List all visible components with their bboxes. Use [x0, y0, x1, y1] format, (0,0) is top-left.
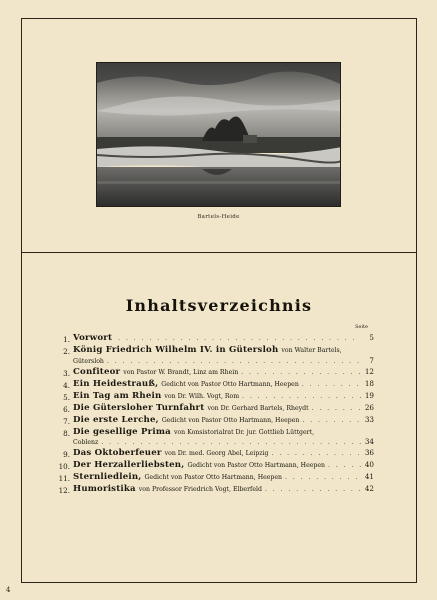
entry-number: 2.	[63, 347, 70, 356]
entry-page: 42	[364, 484, 374, 493]
entry-subtitle: von Konsistorialrat Dr. jur. Gottlieb Lüttgert,	[173, 428, 315, 436]
leader-dots	[328, 462, 361, 469]
entry-subtitle-cont: Gütersloh	[73, 357, 104, 365]
entry-number: 6.	[63, 404, 70, 414]
entry-title: Ein Heidestrauß,	[73, 378, 159, 389]
entry-subtitle: von Dr. Gerhard Bartels, Rheydt	[207, 404, 309, 412]
toc-entry	[58, 333, 374, 345]
section-divider	[21, 252, 417, 253]
entry-title: Vorwort	[73, 333, 113, 343]
toc-entry	[58, 379, 374, 391]
entry-title: Die Gütersloher Turnfahrt	[73, 402, 205, 413]
entry-subtitle: Gedicht von Pastor Otto Hartmann, Heepen	[187, 462, 326, 469]
entry-title: Der Herzallerliebsten,	[73, 460, 185, 470]
toc-entry	[58, 345, 374, 367]
entry-number: 11.	[58, 474, 70, 483]
entry-subtitle: Gedicht von Pastor Otto Hartmann, Heepen	[161, 380, 299, 388]
entry-page: 33	[364, 414, 374, 424]
entry-page: 34	[364, 437, 374, 446]
toc-entry	[58, 367, 374, 379]
landscape-photo	[96, 62, 341, 207]
entry-number: 5.	[63, 392, 70, 402]
leader-dots	[118, 335, 361, 342]
entry-number: 7.	[63, 416, 70, 426]
toc-entry	[58, 448, 374, 460]
entry-title: Ein Tag am Rhein	[73, 390, 162, 401]
entry-subtitle: Gedicht von Pastor Otto Hartmann, Heepen	[144, 474, 283, 481]
entry-number: 10.	[58, 462, 70, 471]
toc-entry	[58, 484, 374, 496]
entry-title: König Friedrich Wilhelm IV. in Gütersloh	[73, 345, 279, 355]
entry-title: Die erste Lerche,	[73, 414, 159, 425]
entry-number: 9.	[63, 450, 70, 459]
entry-page: 41	[364, 472, 374, 481]
entry-subtitle: Gedicht von Pastor Otto Hartmann, Heepen	[161, 416, 300, 424]
entry-title: Die gesellige Prima	[73, 426, 171, 437]
leader-dots	[265, 486, 361, 493]
toc-entry	[58, 460, 374, 472]
toc-entry	[58, 427, 374, 449]
entry-number: 12.	[58, 486, 70, 495]
entry-number: 8.	[63, 428, 70, 438]
entry-subtitle-cont: Coblenz	[73, 439, 99, 446]
entry-page: 36	[364, 448, 374, 457]
entry-page: 5	[369, 333, 374, 342]
page-number: 4	[6, 586, 11, 594]
toc-entry	[58, 391, 374, 403]
toc-title: Inhaltsverzeichnis	[125, 296, 313, 315]
entry-page: 12	[364, 366, 374, 376]
entry-page: 19	[364, 390, 374, 400]
entry-number: 1.	[63, 335, 70, 344]
leader-dots	[107, 358, 361, 365]
toc-entry	[58, 472, 374, 484]
entry-page: 40	[364, 460, 374, 469]
leader-dots	[242, 393, 361, 400]
photo-caption: Bartels-Heide	[197, 214, 240, 220]
page-column-label: Seite	[355, 324, 368, 330]
entry-page: 18	[364, 378, 374, 388]
entry-title: Confiteor	[73, 366, 121, 377]
entry-title: Sternliedlein,	[73, 472, 142, 482]
entry-number: 4.	[63, 380, 70, 390]
entry-title: Humoristika	[73, 484, 136, 494]
leader-dots	[302, 417, 361, 424]
entry-page: 26	[364, 402, 374, 412]
entry-subtitle: von Dr. Wilh. Vogt, Rom	[164, 392, 240, 400]
table-of-contents	[58, 333, 374, 496]
entry-page: 7	[369, 355, 374, 365]
toc-entry	[58, 415, 374, 427]
entry-subtitle: von Professor Friedrich Vogt, Elberfeld	[138, 486, 262, 493]
entry-title: Das Oktoberfeuer	[73, 448, 162, 458]
leader-dots	[241, 369, 361, 376]
toc-entry	[58, 403, 374, 415]
entry-subtitle: von Dr. med. Georg Abel, Leipzig	[164, 450, 269, 457]
leader-dots	[101, 439, 361, 446]
leader-dots	[272, 450, 361, 457]
leader-dots	[302, 381, 361, 388]
entry-subtitle: von Walter Bartels,	[281, 347, 342, 354]
entry-number: 3.	[63, 368, 70, 378]
leader-dots	[285, 474, 361, 481]
leader-dots	[312, 405, 361, 412]
entry-subtitle: von Pastor W. Brandt, Linz am Rhein	[123, 368, 239, 376]
